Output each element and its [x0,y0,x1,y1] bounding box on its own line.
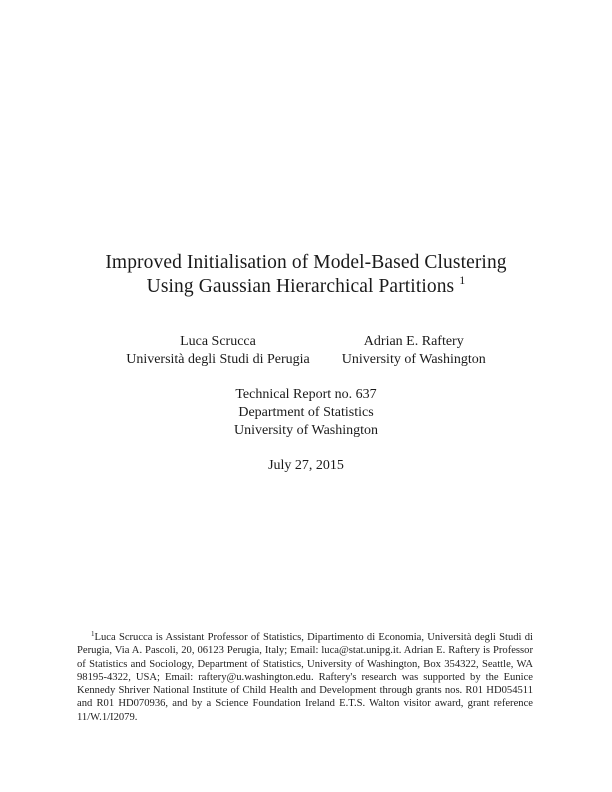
author-1 [126,333,310,369]
footnote [77,631,533,724]
author-affiliation: University of Washington [341,352,486,367]
report-date: July 27, 2015 [268,458,344,473]
title-footnote-mark: 1 [459,272,466,287]
author-2 [342,333,486,369]
author-name: Luca Scrucca [180,334,256,349]
title-line-1: Improved Initialisation of Model-Based Clustering [105,252,507,273]
footnote-mark: 1 [91,630,95,638]
report-info [0,386,612,440]
title-line-2 [0,272,612,299]
report-department: Department of Statistics [238,405,374,420]
paper-title [0,251,612,298]
report-number: Technical Report no. 637 [235,387,377,402]
author-name: Adrian E. Raftery [363,334,464,349]
title-line-2-text: Using Gaussian Hierarchical Partitions [146,275,455,297]
report-institution: University of Washington [233,423,379,438]
author-affiliation: Università degli Studi di Perugia [126,352,310,367]
author-block [0,333,612,369]
footnote-text: Luca Scrucca is Assistant Professor of Statistics, Dipartimento di Economia, Università degli Studi di Perugia, Via A. Pascoli, 20, 06123 Perugia, Italy; Email: luca@stat.unipg.it. Adrian E. Raftery is Professor of Statistics and Sociology, Department of Statistics, University of Washington, Box 354322, Seattle, WA 98195-4322, USA; Email: raftery@u.washington.edu. Raftery's research was supported by the Eunice Kennedy Shriver National Institute of Child Health and Development through grants nos. R01 HD054511 and R01 HD070936, and by a Science Foundation Ireland E.T.S. Walton visitor award, grant reference 11/W.1/I2079. [77,632,533,723]
